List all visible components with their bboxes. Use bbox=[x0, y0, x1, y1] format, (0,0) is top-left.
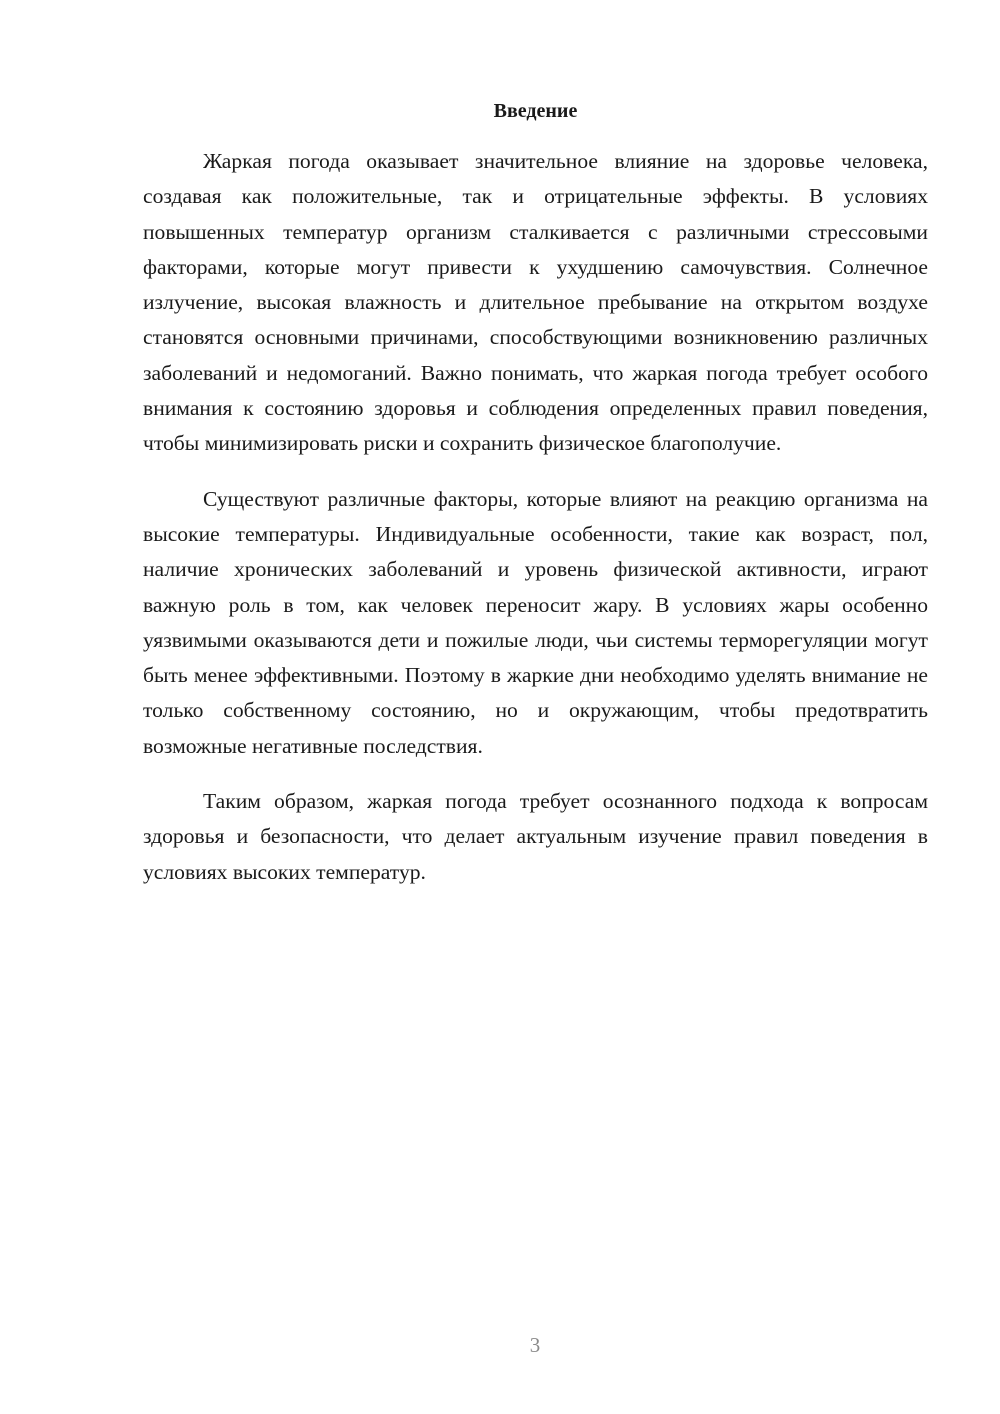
page-number: 3 bbox=[529, 1333, 541, 1357]
paragraph-1: Жаркая погода оказывает значительное влияние на здоровье человека, создавая как положительные, так и отрицательные эффекты. В условиях повышенных температур организм сталкивается с различными стрессовыми факторами, которые могут привести к ухудшению самочувствия. Солнечное излучение, высокая влажность и длительное пребывание на открытом воздухе становятся основными причинами, способствующими возникновению различных заболеваний и недомоганий. Важно понимать, что жаркая погода требует особого внимания к состоянию здоровья и соблюдения определенных правил поведения, чтобы минимизировать риски и сохранить физическое благополучие. bbox=[143, 149, 928, 456]
paragraph-3: Таким образом, жаркая погода требует осознанного подхода к вопросам здоровья и безопасности, что делает актуальным изучение правил поведения в условиях высоких температур. bbox=[143, 789, 928, 884]
page-title: Введение bbox=[493, 100, 578, 122]
body-text bbox=[143, 144, 928, 910]
paragraph-2: Существуют различные факторы, которые влияют на реакцию организма на высокие температуры. Индивидуальные особенности, такие как возраст, пол, наличие хронических заболеваний и уровень физической активности, играют важную роль в том, как человек переносит жару. В условиях жары особенно уязвимыми оказываются дети и пожилые люди, чьи системы терморегуляции могут быть менее эффективными. Поэтому в жаркие дни необходимо уделять внимание не только собственному состоянию, но и окружающим, чтобы предотвратить возможные негативные последствия. bbox=[143, 486, 928, 758]
